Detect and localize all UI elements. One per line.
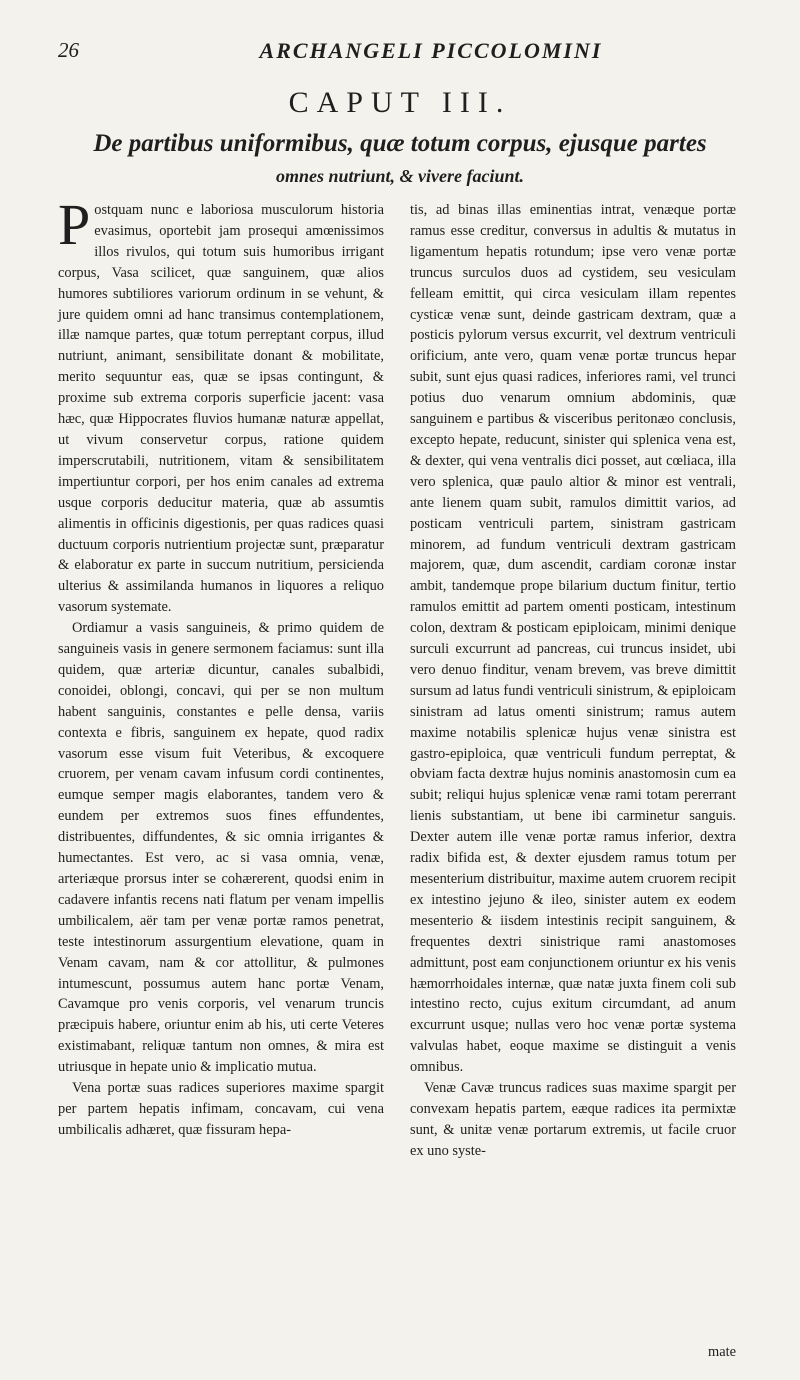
page-number: 26: [58, 38, 79, 62]
paragraph: Venæ Cavæ truncus radices suas maxime spargit per convexam hepatis partem, eæque radices ita permixtæ sunt, & unitæ venæ portarum extremis, ut facile cruor ex uno syste-: [410, 1080, 736, 1159]
paragraph: Vena portæ suas radices superiores maxime spargit per partem hepatis infimam, concavam, cui vena umbilicalis adhæret, quæ fissuram hepa-: [58, 1080, 384, 1138]
paragraph-text: ostquam nunc e laboriosa musculorum historia evasimus, oportebit jam prosequi amœnissimos illos rivulos, qui totum suis humoribus irrigant corpus, Vasa scilicet, quæ sanguinem, quæ alios humores subtiliores variorum ordinum in se vehunt, & jure quidem omni ad hanc transimus contemplationem, illæ namque partes, quæ totum perreptant corpus, illud nutriunt, animant, sensibilitate donant & mobilitate, merito sequuntur eas, quæ se ipsas contingunt, & proxime sub extrema corporis superficie jacent: vasa hæc, quæ Hippocrates fluvios humanæ naturæ appellat, ut vivum conservetur corpus, ratione quidem imperscrutabili, nutritionem, vitam & sensibilitatem impertiuntur corpori, per hos enim canales ad extrema usque corporis deducitur materia, quæ ab assumtis alimentis in officinis digestionis, per quas radices quasi ductuum corporis nutrientium projectæ sunt, præparatur & elaboratur ex parte in succum nutritium, persicienda ulterius & assimilanda humanos in liquores a reliquo vasorum systemate.: [58, 202, 384, 616]
running-title: ARCHANGELI PICCOLOMINI: [259, 38, 603, 63]
running-head: [58, 38, 736, 68]
drop-cap: P: [58, 192, 91, 257]
catchword: mate: [708, 1344, 736, 1360]
paragraph: tis, ad binas illas eminentias intrat, venæque portæ ramus esse creditur, conversus in adultis & mutatus in ligamentum hepatis rotundum; ipse vero venæ portæ truncus surculos duos ad cystidem, seu vesiculam felleam emittit, qui circa vesiculam illam repentes cysticæ venæ sunt, deinde gastricam dextram, quæ a posticis pylorum versus excurrit, vel dextrum ventriculi orificium, ante vero, quam venæ portæ truncus hepar subit, sunt ejus quasi radices, inferiores rami, vel trunci potius duo venarum omnium abdominis, quæ sanguinem e partibus & visceribus peritonæo conclusis, excepto hepate, reducunt, sinister qui splenica vena est, & dexter, qui vena ventralis dici posset, aut cœliaca, illa vero splenica, quæ paulo altior & minor est ventrali, ante lienem quam subit, ramulos dimittit varios, ad posticam ventriculi partem, sinistram gastricam minorem, ad fundum ventriculi dextram gastricam majorem, quæ, dum ascendit, cardiam coronæ instar ambit, tandemque prope bilarium ductum finitur, tertio ramulos emittit ad partem omenti posticam, intestinum colon, dextram & posticam epiploicam, minimi denique surculi excurrunt ad pancreas, cui truncus insidet, ubi vero denuo finditur, venam brevem, vas breve dimittit sursum ad latus fundi ventriculi sinistrum, & epiploicam sinistram ad latus omenti sinistrum; ramus autem maxime notabilis splenicæ hujus venæ sinistra est gastro-epiploica, quæ ventriculi fundum perreptat, & obviam facta dextræ hujus nominis anastomosin cum ea subit; reliqui hujus splenicæ venæ rami totam pererrant lienis substantiam, ut bene ibi carminetur sanguis. Dexter autem ille venæ portæ ramus inferior, dextra radix bifida est, & dexter ejusdem ramus totum per mesenterium distribuitur, maxime autem cruorem recipit ex intestino jejuno & ileo, sinister autem ex eodem mesenterio & iisdem intestinis recipit sanguinem, & frequentes dextri sinistrique rami anastomoses admittunt, post eam conjunctionem oriuntur ex his venis hæmorrhoidales internæ, quæ natæ juxta finem coli sub intestino recto, cujus exitum circumdant, ad anum excurrunt usque; nullas vero hoc venæ portæ systema valvulas habet, eoque maxime se distinguit a venis omnibus.: [410, 202, 736, 1076]
chapter-title: CAPUT III.: [288, 86, 512, 119]
chapter-heading-line-1: De partibus uniformibus, quæ totum corpus, ejusque partes: [93, 130, 707, 157]
paragraph: Ordiamur a vasis sanguineis, & primo quidem de sanguineis vasis in genere sermonem faciamus: sunt illa quidem, quæ arteriæ dicuntur, canales subalbidi, conoidei, oblongi, concavi, qui per se non multum habent sanguinis, constantes e pelle densa, variis contexta e fibris, sanguinem ex hepate, quod radix vasorum esse visum fuit Veteribus, & excoquere cruorem, per venam cavam infusum cordi continentes, eumque semper magis elaborantes, tandem vero & eundem per extremos suos fines effundentes, distribuentes, diffundentes, & sic omnia irrigantes & humectantes. Est vero, ac si vasa omnia, venæ, arteriæque prorsus inter se cohærerent, quodsi enim in cadavere infantis recens nati flatum per venam impellis umbilicalem, aër tam per venæ portæ ramos penetrat, teste intestinorum assurgentium elevatione, quam in Venam cavam, nam & cor attollitur, & pulmones intumescunt, possumus autem hanc portæ Venam, Cavamque pro venis corporis, vel venarum truncis præcipuis habere, oriuntur enim ab his, uti certe Veteres existimabant, reliquæ tantum non omnes, & mira est utriusque in hepate unio & implicatio mutua.: [58, 620, 384, 1076]
text-columns: [58, 192, 736, 1162]
chapter-heading-line-2: omnes nutriunt, & vivere faciunt.: [275, 166, 525, 186]
paragraph: [58, 192, 384, 618]
right-column: [410, 200, 736, 1162]
left-column: [58, 192, 384, 1162]
